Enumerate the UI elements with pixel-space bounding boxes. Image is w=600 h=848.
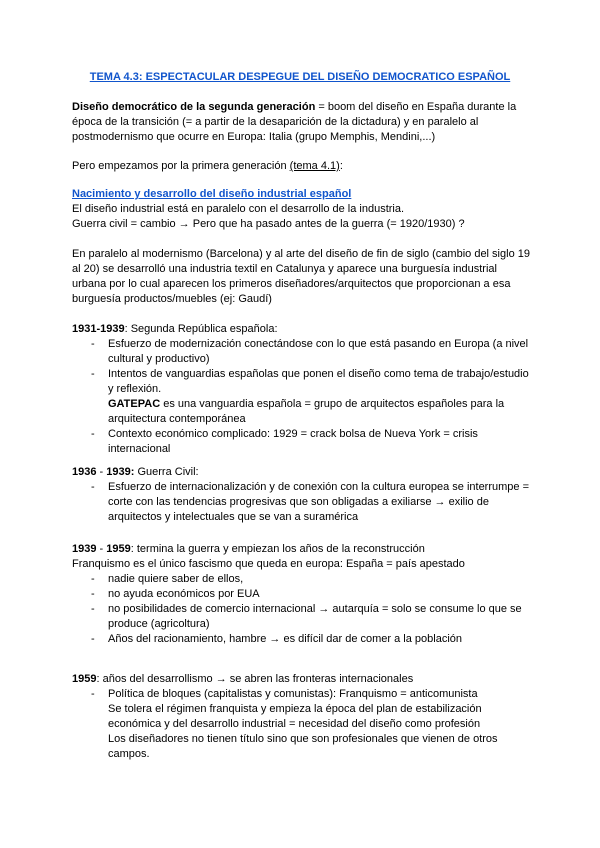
- list-item: - Esfuerzo de modernización conectándose con lo que está pasando en Europa (a nivel cultural y productivo): [72, 337, 534, 367]
- period-1939-y1: 1939: [72, 543, 97, 555]
- period-1936-title: Guerra Civil:: [134, 466, 199, 478]
- period-1931-title: : Segunda República española:: [124, 323, 278, 335]
- list-item: - no ayuda económicos por EUA: [72, 587, 534, 602]
- period-1959-continuation: Se tolera el régimen franquista y empieza la época del plan de estabilización económica y del desarrollo industrial = necesidad del diseño como profesión: [108, 703, 482, 730]
- period-1959-continuation-2: Los diseñadores no tienen título sino que son profesionales que vienen de otros campos.: [108, 733, 498, 760]
- list-item: - Política de bloques (capitalistas y comunistas): Franquismo = anticomunista: [72, 687, 534, 702]
- period-1931-list-2: [72, 427, 534, 457]
- period-1936: [72, 465, 534, 525]
- period-1931-years: 1931-1939: [72, 323, 125, 335]
- period-1959-year: 1959: [72, 673, 97, 685]
- tema-reference-link[interactable]: (tema 4.1): [289, 160, 340, 172]
- gatepac-text: es una vanguardia española = grupo de arquitectos españoles para la arquitectura contemporánea: [108, 398, 505, 425]
- first-gen-end: :: [339, 160, 343, 172]
- period-1959: [72, 672, 534, 762]
- period-1936-y2: 1939:: [106, 466, 135, 478]
- gatepac-bold: GATEPAC: [108, 398, 161, 410]
- modernism-paragraph: [72, 247, 534, 307]
- list-item: - no posibilidades de comercio internacional → autarquía = solo se consume lo que se produce (agricoltura): [72, 602, 534, 632]
- period-1939-title: : termina la guerra y empiezan los años de la reconstrucción: [130, 543, 425, 555]
- section-industrial-design: [72, 187, 534, 232]
- period-1939-y2: 1959: [106, 543, 131, 555]
- period-1939-sep: -: [96, 543, 107, 555]
- period-1959-list: [72, 687, 534, 702]
- period-1931: [72, 322, 534, 457]
- period-1939: [72, 542, 534, 647]
- modernism-text: En paralelo al modernismo (Barcelona) y al arte del diseño de fin de siglo (cambio del siglo 19 al 20) se desarrolló una industria textil en Catalunya y aparece una burguesía industrial urbana por lo cual aparecen los primeros diseñadores/arquitectos que proporcionan a esa burguesía productos/muebles (ej: Gaudí): [72, 248, 530, 305]
- intro-text: = boom del diseño en España durante la época de la transición (= a partir de la desaparición de la dictadura) y en paralelo al postmodernismo que ocurre en Europa: Italia (grupo Memphis, Mendini,...): [72, 101, 517, 143]
- list-item-text: Intentos de vanguardias españolas que ponen el diseño como tema de trabajo/estudio y reflexión.: [108, 368, 529, 395]
- period-1959-title: : años del desarrollismo → se abren las fronteras internacionales: [96, 673, 414, 685]
- first-gen-text: Pero empezamos por la primera generación: [72, 160, 290, 172]
- list-item: - nadie quiere saber de ellos,: [72, 572, 534, 587]
- period-1936-sep: -: [96, 466, 107, 478]
- period-1936-y1: 1936: [72, 466, 97, 478]
- section-line-2: Guerra civil = cambio → Pero que ha pasado antes de la guerra (= 1920/1930) ?: [72, 218, 465, 230]
- period-1936-list: [72, 480, 534, 525]
- list-item: [72, 367, 534, 397]
- page-title: TEMA 4.3: ESPECTACULAR DESPEGUE DEL DISEÑO DEMOCRATICO ESPAÑOL: [89, 71, 511, 83]
- period-1939-line-2: Franquismo es el único fascismo que queda en europa: España = país apestado: [72, 558, 465, 570]
- list-item: - Contexto económico complicado: 1929 = crack bolsa de Nueva York = crisis internacional: [72, 427, 534, 457]
- first-generation-line: [72, 159, 534, 174]
- gatepac-note: [72, 397, 534, 427]
- period-1931-list: [72, 337, 534, 397]
- list-item: - Años del racionamiento, hambre → es difícil dar de comer a la población: [72, 632, 534, 647]
- list-item: - Esfuerzo de internacionalización y de conexión con la cultura europea se interrumpe = corte con las tendencias progresivas que son obligadas a exiliarse → exilio de arquitectos y intelectuales que se van a suramérica: [72, 480, 534, 525]
- section-line-1: El diseño industrial está en paralelo con el desarrollo de la industria.: [72, 203, 405, 215]
- intro-bold: Diseño democrático de la segunda generación: [72, 101, 316, 113]
- period-1939-list: [72, 572, 534, 647]
- section-heading[interactable]: Nacimiento y desarrollo del diseño industrial español: [72, 188, 352, 200]
- intro-paragraph: [72, 100, 534, 145]
